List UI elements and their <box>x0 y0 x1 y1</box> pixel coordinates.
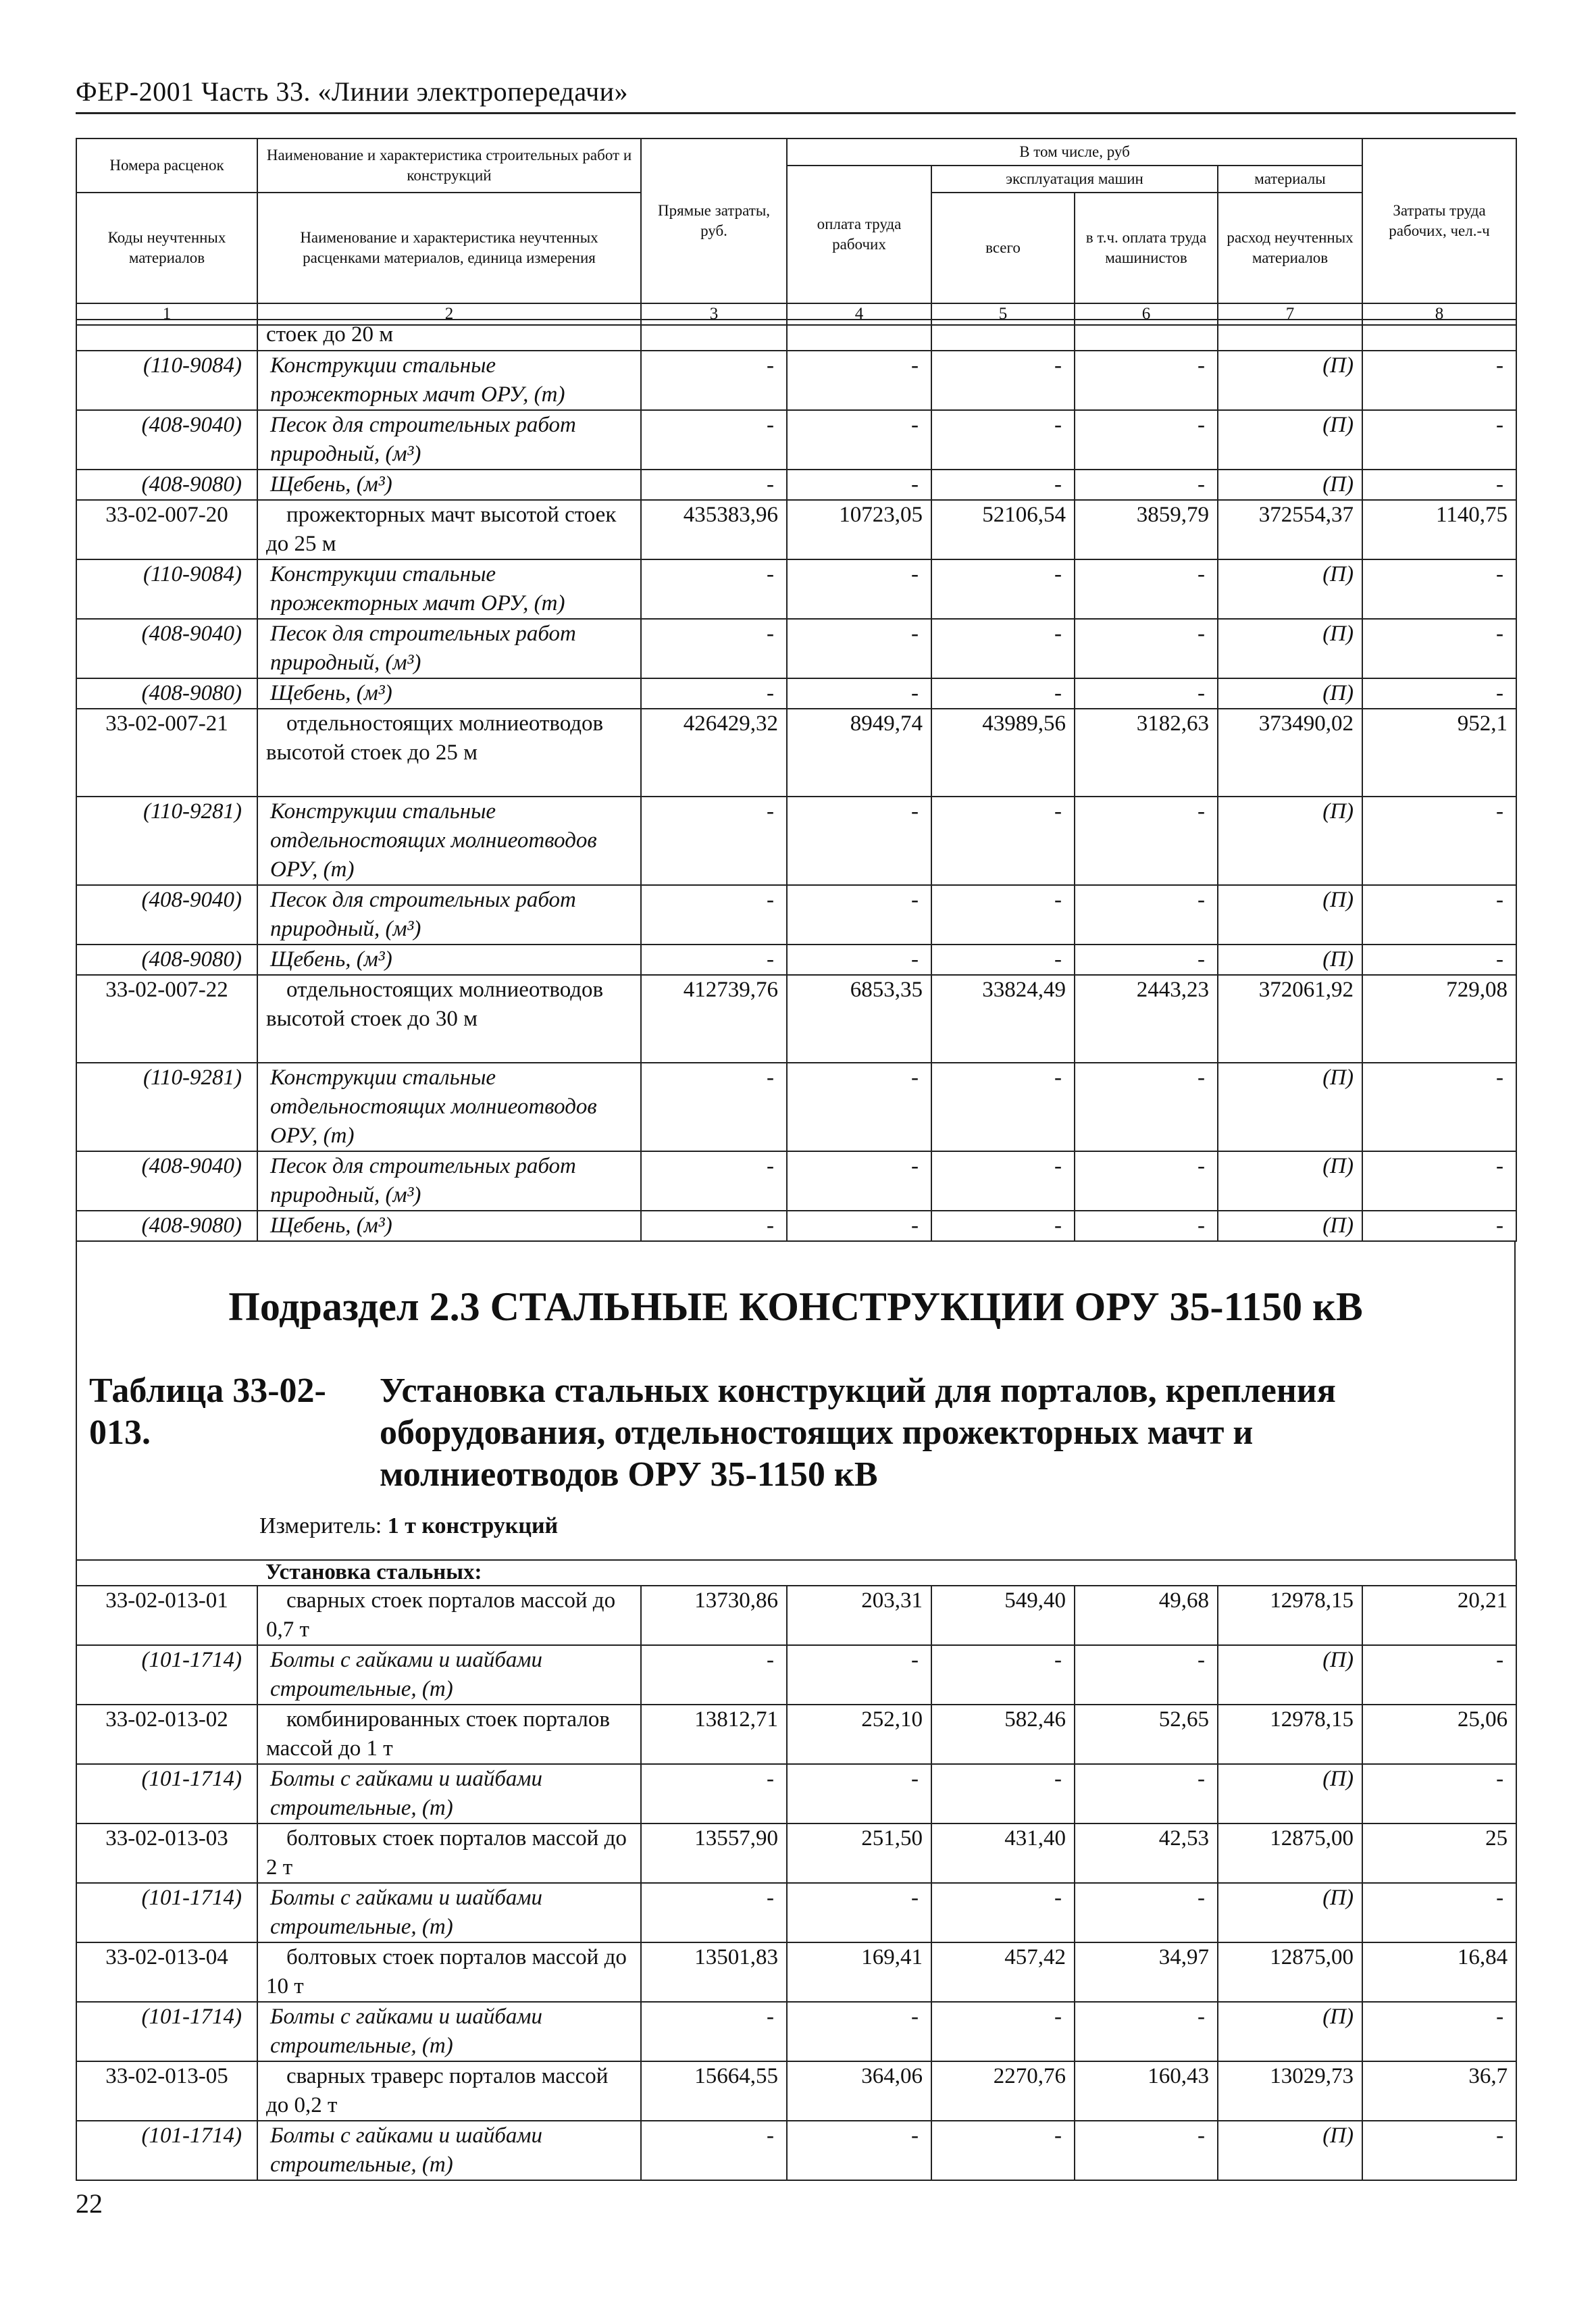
dash: - <box>641 559 787 619</box>
dash: - <box>931 559 1075 619</box>
dash: - <box>1075 351 1218 410</box>
rate-name: отдельностоящих молниеотводов высотой стоек до 30 м <box>257 975 641 1063</box>
material-mark: (П) <box>1218 678 1362 709</box>
material-name: Щебень, (м³) <box>257 678 641 709</box>
material-name: Щебень, (м³) <box>257 945 641 975</box>
machines-total: 582,46 <box>931 1705 1075 1764</box>
labor-hours: 16,84 <box>1362 1942 1516 2002</box>
material-name: Песок для строительных работ природный, (м³) <box>257 885 641 945</box>
material-code: (408-9040) <box>76 410 257 470</box>
dash: - <box>1362 2121 1516 2180</box>
subsection-title: Подраздел 2.3 СТАЛЬНЫЕ КОНСТРУКЦИИ ОРУ 35-1150 кВ <box>228 1284 1363 1329</box>
dash: - <box>931 1883 1075 1942</box>
rate-code: 33-02-013-02 <box>76 1705 257 1764</box>
dash: - <box>1075 1151 1218 1211</box>
dash: - <box>931 1764 1075 1823</box>
dash: - <box>1075 1645 1218 1705</box>
materials-cost: 373490,02 <box>1218 709 1362 797</box>
col6-header: в т.ч. оплата труда машинистов <box>1075 193 1218 303</box>
material-code: (408-9080) <box>76 678 257 709</box>
material-code: (110-9084) <box>76 559 257 619</box>
dash: - <box>931 1151 1075 1211</box>
column-header-table <box>76 138 1517 326</box>
dash: - <box>1362 678 1516 709</box>
section-band <box>76 1242 1516 1559</box>
dash: - <box>1362 1063 1516 1151</box>
machinists-pay: 160,43 <box>1075 2061 1218 2121</box>
machines-total: 43989,56 <box>931 709 1075 797</box>
material-name: Болты с гайками и шайбами строительные, (т) <box>257 1764 641 1823</box>
dash: - <box>1362 351 1516 410</box>
dash: - <box>1362 1764 1516 1823</box>
rates-table-upper <box>76 319 1517 1242</box>
machinists-pay: 2443,23 <box>1075 975 1218 1063</box>
labor-pay: 252,10 <box>787 1705 931 1764</box>
dash: - <box>787 2121 931 2180</box>
materials-cost: 13029,73 <box>1218 2061 1362 2121</box>
material-code: (110-9281) <box>76 1063 257 1151</box>
dash: - <box>931 410 1075 470</box>
col-number: 6 <box>1075 303 1218 325</box>
material-code: (408-9040) <box>76 885 257 945</box>
labor-hours: 952,1 <box>1362 709 1516 797</box>
material-code: (101-1714) <box>76 1764 257 1823</box>
direct-costs: 13501,83 <box>641 1942 787 2002</box>
dash: - <box>1362 797 1516 885</box>
labor-pay: 251,50 <box>787 1823 931 1883</box>
rate-name: отдельностоящих молниеотводов высотой стоек до 25 м <box>257 709 641 797</box>
dash: - <box>1362 410 1516 470</box>
dash: - <box>641 1645 787 1705</box>
dash: - <box>1362 1645 1516 1705</box>
dash: - <box>787 1645 931 1705</box>
material-name: Песок для строительных работ природный, (м³) <box>257 1151 641 1211</box>
materials-cost: 12978,15 <box>1218 1705 1362 1764</box>
rate-code: 33-02-013-03 <box>76 1823 257 1883</box>
material-mark: (П) <box>1218 2121 1362 2180</box>
col-number: 4 <box>787 303 931 325</box>
material-code: (408-9040) <box>76 1151 257 1211</box>
labor-hours: 1140,75 <box>1362 500 1516 559</box>
direct-costs: 13557,90 <box>641 1823 787 1883</box>
dash: - <box>787 797 931 885</box>
rate-code: 33-02-007-21 <box>76 709 257 797</box>
dash: - <box>1362 619 1516 678</box>
material-mark: (П) <box>1218 1645 1362 1705</box>
col5-header: всего <box>931 193 1075 303</box>
labor-hours: 25,06 <box>1362 1705 1516 1764</box>
material-mark: (П) <box>1218 1211 1362 1241</box>
dash: - <box>1362 1883 1516 1942</box>
machines-total: 52106,54 <box>931 500 1075 559</box>
labor-pay: 8949,74 <box>787 709 931 797</box>
code-cell <box>76 320 257 351</box>
labor-hours: 25 <box>1362 1823 1516 1883</box>
dash: - <box>641 1151 787 1211</box>
dash: - <box>1075 470 1218 500</box>
col7-header: расход неучтенных материалов <box>1218 193 1362 303</box>
dash: - <box>1362 945 1516 975</box>
material-code: (101-1714) <box>76 2121 257 2180</box>
machines-total: 549,40 <box>931 1586 1075 1645</box>
material-mark: (П) <box>1218 1151 1362 1211</box>
dash: - <box>787 885 931 945</box>
material-code: (408-9040) <box>76 619 257 678</box>
rate-name: прожекторных мачт высотой стоек до 25 м <box>257 500 641 559</box>
dash: - <box>641 351 787 410</box>
material-mark: (П) <box>1218 1063 1362 1151</box>
material-code: (101-1714) <box>76 1645 257 1705</box>
dash: - <box>641 797 787 885</box>
machinists-pay: 3859,79 <box>1075 500 1218 559</box>
material-name: Болты с гайками и шайбами строительные, (т) <box>257 1645 641 1705</box>
direct-costs: 13730,86 <box>641 1586 787 1645</box>
dash: - <box>787 619 931 678</box>
dash: - <box>931 1211 1075 1241</box>
col3-header: Прямые затраты, руб. <box>641 139 787 303</box>
dash: - <box>931 1063 1075 1151</box>
col4-header: оплата труда рабочих <box>787 166 931 303</box>
dash: - <box>641 885 787 945</box>
rate-name: болтовых стоек порталов массой до 2 т <box>257 1823 641 1883</box>
rate-code: 33-02-007-22 <box>76 975 257 1063</box>
col2-top-header: Наименование и характеристика строительных работ и конструкций <box>257 139 641 193</box>
col-number: 8 <box>1362 303 1516 325</box>
labor-pay: 169,41 <box>787 1942 931 2002</box>
page-number: 22 <box>76 2188 103 2219</box>
material-mark: (П) <box>1218 1764 1362 1823</box>
dash: - <box>787 945 931 975</box>
material-name: Конструкции стальные прожекторных мачт ОРУ, (т) <box>257 351 641 410</box>
material-mark: (П) <box>1218 885 1362 945</box>
machinists-pay: 42,53 <box>1075 1823 1218 1883</box>
materials-cost: 12875,00 <box>1218 1823 1362 1883</box>
dash: - <box>1075 885 1218 945</box>
machinists-pay: 34,97 <box>1075 1942 1218 2002</box>
rates-table-lower <box>76 1559 1517 2181</box>
running-header: ФЕР-2001 Часть 33. «Линии электропередачи» <box>76 76 629 107</box>
material-mark: (П) <box>1218 797 1362 885</box>
rate-name: болтовых стоек порталов массой до 10 т <box>257 1942 641 2002</box>
material-code: (408-9080) <box>76 945 257 975</box>
dash: - <box>1362 885 1516 945</box>
material-code: (408-9080) <box>76 470 257 500</box>
dash: - <box>641 1211 787 1241</box>
dash: - <box>787 1764 931 1823</box>
dash: - <box>787 1151 931 1211</box>
dash: - <box>787 470 931 500</box>
dash: - <box>641 1764 787 1823</box>
continued-name: стоек до 20 м <box>257 320 641 351</box>
material-name: Песок для строительных работ природный, (м³) <box>257 619 641 678</box>
labor-pay: 6853,35 <box>787 975 931 1063</box>
material-mark: (П) <box>1218 945 1362 975</box>
dash: - <box>931 885 1075 945</box>
materials-cost: 372061,92 <box>1218 975 1362 1063</box>
dash: - <box>1362 2002 1516 2061</box>
dash: - <box>931 351 1075 410</box>
dash: - <box>1362 1211 1516 1241</box>
direct-costs: 15664,55 <box>641 2061 787 2121</box>
dash: - <box>931 1645 1075 1705</box>
col1-bottom-header: Коды неучтенных материалов <box>76 193 257 303</box>
rate-name: комбинированных стоек порталов массой до 1 т <box>257 1705 641 1764</box>
material-name: Конструкции стальные прожекторных мачт ОРУ, (т) <box>257 559 641 619</box>
machines-total: 2270,76 <box>931 2061 1075 2121</box>
material-mark: (П) <box>1218 410 1362 470</box>
dash: - <box>931 2121 1075 2180</box>
col-number: 3 <box>641 303 787 325</box>
material-mark: (П) <box>1218 1883 1362 1942</box>
material-code: (110-9084) <box>76 351 257 410</box>
direct-costs: 412739,76 <box>641 975 787 1063</box>
table-title <box>89 1370 1508 1496</box>
dash: - <box>641 2002 787 2061</box>
material-mark: (П) <box>1218 2002 1362 2061</box>
material-code: (101-1714) <box>76 2002 257 2061</box>
material-mark: (П) <box>1218 559 1362 619</box>
labor-hours: 36,7 <box>1362 2061 1516 2121</box>
dash: - <box>787 678 931 709</box>
labor-pay: 364,06 <box>787 2061 931 2121</box>
col1-top-header: Номера расценок <box>76 139 257 193</box>
machinists-pay: 3182,63 <box>1075 709 1218 797</box>
dash: - <box>641 619 787 678</box>
meter-label: Измеритель: <box>259 1513 382 1538</box>
machines-total: 431,40 <box>931 1823 1075 1883</box>
machinists-pay: 52,65 <box>1075 1705 1218 1764</box>
rate-code: 33-02-013-04 <box>76 1942 257 2002</box>
machines-total: 457,42 <box>931 1942 1075 2002</box>
labor-pay: 203,31 <box>787 1586 931 1645</box>
dash: - <box>1075 1764 1218 1823</box>
materials-header: материалы <box>1218 166 1362 193</box>
dash: - <box>931 2002 1075 2061</box>
dash: - <box>1075 1211 1218 1241</box>
dash: - <box>787 351 931 410</box>
material-mark: (П) <box>1218 470 1362 500</box>
group-heading: Установка стальных: <box>257 1560 1516 1586</box>
material-name: Щебень, (м³) <box>257 470 641 500</box>
direct-costs: 426429,32 <box>641 709 787 797</box>
col-number: 7 <box>1218 303 1362 325</box>
materials-cost: 372554,37 <box>1218 500 1362 559</box>
col8-header: Затраты труда рабочих, чел.-ч <box>1362 139 1516 303</box>
material-code: (101-1714) <box>76 1883 257 1942</box>
col-number: 5 <box>931 303 1075 325</box>
rate-code: 33-02-013-05 <box>76 2061 257 2121</box>
dash: - <box>787 1211 931 1241</box>
dash: - <box>787 1883 931 1942</box>
dash: - <box>1075 410 1218 470</box>
material-name: Болты с гайками и шайбами строительные, (т) <box>257 2002 641 2061</box>
dash: - <box>1075 1883 1218 1942</box>
col-number: 1 <box>76 303 257 325</box>
rate-code: 33-02-007-20 <box>76 500 257 559</box>
dash: - <box>641 1883 787 1942</box>
dash: - <box>1362 470 1516 500</box>
rate-code: 33-02-013-01 <box>76 1586 257 1645</box>
col2-bottom-header: Наименование и характеристика неучтенных расценками материалов, единица измерения <box>257 193 641 303</box>
dash: - <box>787 410 931 470</box>
dash: - <box>1075 678 1218 709</box>
material-name: Конструкции стальные отдельностоящих молниеотводов ОРУ, (т) <box>257 1063 641 1151</box>
meter-value: 1 т конструкций <box>387 1513 559 1538</box>
dash: - <box>787 1063 931 1151</box>
labor-hours: 20,21 <box>1362 1586 1516 1645</box>
dash: - <box>931 678 1075 709</box>
rate-name: сварных стоек порталов массой до 0,7 т <box>257 1586 641 1645</box>
material-code: (408-9080) <box>76 1211 257 1241</box>
dash: - <box>787 559 931 619</box>
dash: - <box>641 2121 787 2180</box>
dash: - <box>641 1063 787 1151</box>
machinists-pay: 49,68 <box>1075 1586 1218 1645</box>
dash: - <box>1075 797 1218 885</box>
material-name: Песок для строительных работ природный, (м³) <box>257 410 641 470</box>
dash: - <box>1075 2121 1218 2180</box>
material-mark: (П) <box>1218 619 1362 678</box>
direct-costs: 435383,96 <box>641 500 787 559</box>
dash: - <box>1075 2002 1218 2061</box>
materials-cost: 12978,15 <box>1218 1586 1362 1645</box>
dash: - <box>1075 559 1218 619</box>
dash: - <box>1075 619 1218 678</box>
dash: - <box>641 410 787 470</box>
materials-cost: 12875,00 <box>1218 1942 1362 2002</box>
material-name: Конструкции стальные отдельностоящих молниеотводов ОРУ, (т) <box>257 797 641 885</box>
labor-pay: 10723,05 <box>787 500 931 559</box>
table-label: Таблица 33-02-013. <box>89 1372 326 1452</box>
machines-header: эксплуатация машин <box>931 166 1218 193</box>
table-title-text: Установка стальных конструкций для порталов, крепления оборудования, отдельностоящих прожекторных мачт и молниеотводов ОРУ 35-1150 кВ <box>380 1372 1336 1494</box>
rate-name: сварных траверс порталов массой до 0,2 т <box>257 2061 641 2121</box>
dash: - <box>641 945 787 975</box>
col-number: 2 <box>257 303 641 325</box>
dash: - <box>641 470 787 500</box>
material-mark: (П) <box>1218 351 1362 410</box>
material-name: Щебень, (м³) <box>257 1211 641 1241</box>
direct-costs: 13812,71 <box>641 1705 787 1764</box>
dash: - <box>1362 559 1516 619</box>
dash: - <box>931 619 1075 678</box>
dash: - <box>1075 945 1218 975</box>
dash: - <box>931 945 1075 975</box>
dash: - <box>641 678 787 709</box>
material-code: (110-9281) <box>76 797 257 885</box>
dash: - <box>1362 1151 1516 1211</box>
labor-hours: 729,08 <box>1362 975 1516 1063</box>
unit-of-measure <box>259 1513 558 1539</box>
header-rule <box>76 112 1516 114</box>
material-name: Болты с гайками и шайбами строительные, (т) <box>257 1883 641 1942</box>
material-name: Болты с гайками и шайбами строительные, (т) <box>257 2121 641 2180</box>
incl-header: В том числе, руб <box>787 139 1362 166</box>
dash: - <box>931 470 1075 500</box>
machines-total: 33824,49 <box>931 975 1075 1063</box>
dash: - <box>931 797 1075 885</box>
dash: - <box>787 2002 931 2061</box>
dash: - <box>1075 1063 1218 1151</box>
